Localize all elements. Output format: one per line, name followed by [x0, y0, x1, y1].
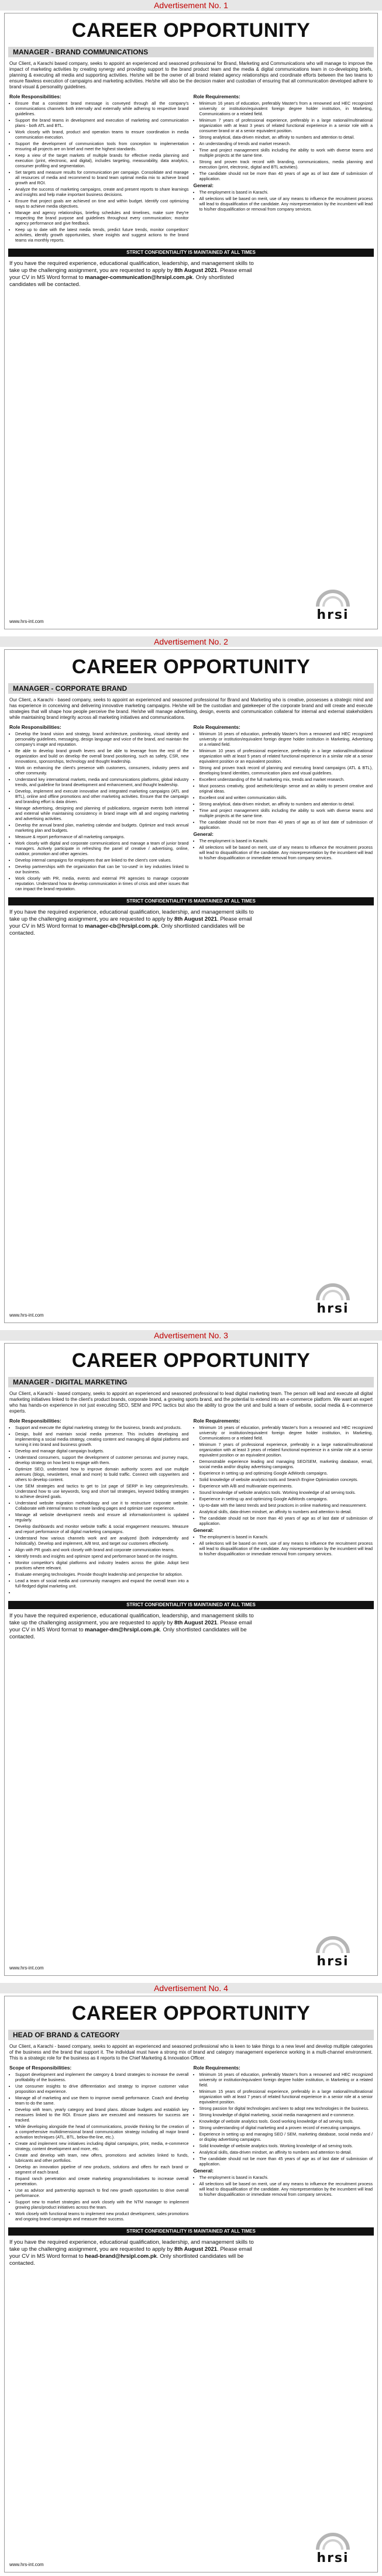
list-item: • The candidate should not be more than 40 years of age as of last date of submission of application.: [199, 171, 373, 181]
list-item: • Develop partnerships with the organization that can be 'co-used' in key industries linked to our business.: [15, 864, 189, 874]
list-item: • Ensure that a consistent brand message is conveyed through all the company's communications channels both internally and externally while adhering to respective brand guidelines.: [15, 101, 189, 116]
ad-3-title: CAREER OPPORTUNITY: [71, 1349, 311, 1372]
ad-4-roles-heading: Scope of Responsibilities:: [9, 2065, 72, 2071]
list-item: • All selections will be based on merit, use of any means to influence the recruitment process will lead to disqualification of the candidate. Any misrepresentation by the incumbent will lead to his/her disqualification or immediate removal from company services.: [199, 845, 373, 860]
list-item: • Experience in setting up and managing SEO / SEM, marketing database, social media and / or display advertising campaigns.: [199, 2131, 373, 2142]
logo-text: hrsi: [316, 2551, 349, 2565]
list-item: • Support development and implement the category & brand strategies to increase the overall profitability of the business.: [15, 2072, 189, 2082]
ad-2-roles-heading: Role Responsibilities:: [9, 724, 61, 730]
ad-1-deadline: 8th August 2021: [174, 267, 218, 274]
ad-4-website: www.hrs-int.com: [9, 2562, 44, 2567]
list-item: • Keep up to date with the latest media trends, predict future trends, monitor competitors' activities, identify growth opportunities, share insights and suggest actions to the brand teams via monthly reports.: [15, 227, 189, 243]
list-item: • Understand consumers, support the development of customer personas and journey maps, develop strategy on how best to engage with them.: [15, 1455, 189, 1465]
hrsi-logo: [306, 588, 360, 624]
ad-1-label-bar: [0, 0, 382, 11]
ad-2-intro: Our Client, a Karachi - based company, seeks to appoint an experienced and seasoned professional for Brand and Marketing who is creative, possesses a strategic mind and has experience in conceiving and delivering innovative marketing campaigns. He/she will be the custodian and gatekeeper of the corporate brand and will create and execute strategies that will shape how people perceive the brand. He/she will manage advertising, design, events and communication collateral for internal and external stakeholders while maintaining brand integrity across all marketing initiatives and communications.: [9, 697, 373, 720]
logo-text: hrsi: [316, 1954, 349, 1969]
list-item: • Monitor competitor's digital platforms and industry leaders across the globe. Adopt best practices where relevant.: [15, 1560, 189, 1571]
list-item: • Expand ranch penetration and create marketing programs/initiatives to increase overall penetration.: [15, 2176, 189, 2186]
list-item: • Knowledge of website analytics tools. Good working knowledge of ad serving tools.: [199, 2119, 373, 2124]
list-item: • The employment is based in Karachi.: [199, 1534, 373, 1540]
list-item: • Work closely with functional teams to implement new product development, sales promotions and ongoing brand campaigns and measure their success.: [15, 2211, 189, 2222]
ad-2-label: Advertisement No. 2: [154, 637, 228, 646]
list-item: • All selections will be based on merit, use of any means to influence the recruitment process will lead to disqualification of the candidate. Any misrepresentation by the incumbent will lead to his/her disqualification or removal from company services.: [199, 196, 373, 212]
ad-4-label: Advertisement No. 4: [154, 1983, 228, 1993]
list-item: • Develop and manage digital campaign budgets.: [15, 1448, 189, 1454]
ad-2-general-heading: General:: [193, 831, 214, 837]
list-item: • Keep a view of the target markets of multiple brands for effective media planning and execution (print, electronic, and digital), includes targeting, measurability, data analytics, consumer profiling and segmentation.: [15, 153, 189, 168]
list-item: • Excellent understanding of the full marketing mix, trends and market research.: [199, 777, 373, 782]
list-item: • Understand how various channels work and are analyzed (both independently and holistically). Develop and implement, A/B test, and target our customers effectively.: [15, 1535, 189, 1546]
list-item: • Develop, implement and execute innovative and integrated marketing campaigns (ATL and BTL), online and offline promotions and other marketing activities. Ensure that the campaign and branding effort is data driven.: [15, 788, 189, 804]
ad-1-general-heading: General:: [193, 182, 214, 188]
ad-2-req-heading: Role Requirements:: [193, 724, 240, 730]
hrsi-logo: [306, 1934, 360, 1971]
list-item: • Strong and proven track record with branding, communications, media planning and execution (print, electronic, digital and BTL activities).: [199, 159, 373, 170]
list-item: • Create and implement new initiatives including digital campaigns, print, media, e-commerce strategy, content development and more, etc.: [15, 2141, 189, 2151]
list-item: • Work on enhancing the client's presence with customers, consumers, industry peers and other community.: [15, 765, 189, 776]
ad-1-intro: Our Client, a Karachi based company, seeks to appoint an experienced and seasoned professional for Brand, Marketing and Communications who will manage to improve the impact of marketing activities by creating synergy and providing support to the brand product team and the media & digital communications team in co-developing briefs, planning & executing all media and supporting activities. He/she will be the owner of all brand related agency relationships and coordinate efforts between the two teams to ensure flawless execution of campaigns and marketing activities. He/she will also be the decision maker and custodian of ensuring that all communication developed adhere to brand visual & personality guidelines.: [9, 61, 373, 89]
list-item: • Set targets and measure results for communication per campaign. Consolidate and manage all resources of media and recommend to brand team optimal media mix to achieve brand growth and ROI.: [15, 170, 189, 185]
ad-2-card: [4, 649, 378, 1323]
list-item: • Minimum 7 years of professional experience, preferably in a large national/multinational organization with at least 3 years of related functional experience in a senior role with a consumer brand or at a senior equivalent position.: [199, 118, 373, 133]
ad-2-position: MANAGER - CORPORATE BRAND: [8, 683, 374, 694]
list-item: • Must possess creativity, good aesthetic/design sense and an ability to present creative and original ideas.: [199, 783, 373, 794]
list-item: • Strong knowledge of digital marketing, social media management and e-commerce.: [199, 2112, 373, 2117]
list-item: • Strong analytical, data-driven mindset, an affinity to numbers and attention to detail.: [199, 801, 373, 807]
ad-3-position: MANAGER - DIGITAL MARKETING: [8, 1377, 374, 1387]
list-item: • Design, build and maintain social media presence. This includes developing and implementing a social media strategy, creating content and managing all digital platforms and turning it into brand and business growth.: [15, 1431, 189, 1447]
logo-text: hrsi: [316, 1301, 349, 1316]
list-item: • Solid knowledge of website analytics tools. Working knowledge of ad serving tools.: [199, 2143, 373, 2148]
ad-4-closing: If you have the required experience, educational qualification, leadership, and management skills to take up the challenging assignment, you are requested to apply by 8th August 2021. Please email your CV in MS Word format to head-brand@hrsipl.com.pk. Only shortlisted candidates will be contacted.: [9, 2239, 254, 2267]
list-item: • Solid knowledge of website analytics tools and Search Engine Optimization concepts.: [199, 1477, 373, 1482]
ad-3-req-heading: Role Requirements:: [193, 1418, 240, 1424]
ad-3-label: Advertisement No. 3: [154, 1331, 228, 1340]
ad-1-confidentiality-bar: STRICT CONFIDENTIALITY IS MAINTAINED AT ALL TIMES: [8, 249, 374, 257]
list-item: • Minimum 7 years of professional experience, preferably in a large national/multinational organization with at least 3 years of related functional experience in a similar role at a senior equivalent position or an equivalent position.: [199, 1442, 373, 1458]
list-item: • Align with PR goals and work closely with brand and corporate communication teams.: [15, 1547, 189, 1552]
list-item: • Lead a team of social media and community managers and expand the overall team into a full-fledged digital marketing unit.: [15, 1578, 189, 1589]
ad-4-requirements: [194, 2064, 373, 2223]
list-item: • Be able to develop brand growth levers and be able to leverage from the rest of the organization and build on develop the overall brand positioning, such as safety, CSR, new innovations, sponsorships, technology and thought leadership.: [15, 748, 189, 764]
ad-3-requirements: [194, 1417, 373, 1596]
ad-3-email: manager-dm@hrsipl.com.pk: [85, 1627, 160, 1633]
ad-3-confidentiality-bar: STRICT CONFIDENTIALITY IS MAINTAINED AT ALL TIMES: [8, 1601, 374, 1609]
list-item: • Time and project management skills including the ability to work with diverse teams and multiple projects at the same time.: [199, 147, 373, 158]
ad-3-card: [4, 1343, 378, 1976]
list-item: • Understand website migration methodology and use it to restructure corporate website. Collaborate with internal teams to create landing pages and optimize user experience.: [15, 1500, 189, 1511]
list-item: • Manage all website development needs and ensure all information/content is updated regularly.: [15, 1512, 189, 1523]
list-item: • Support and execute the digital marketing strategy for the business, brands and products.: [15, 1425, 189, 1430]
ad-2-email: manager-cb@hrsipl.com.pk: [85, 923, 159, 929]
ad-4-email: head-brand@hrsipl.com.pk: [85, 2253, 157, 2260]
ad-4-req-heading: Role Requirements:: [193, 2065, 240, 2071]
list-item: • Excellent oral and written communication skills.: [199, 795, 373, 800]
list-item: • Strong passion for digital technologies and keen to adopt new technologies in the business.: [199, 2106, 373, 2111]
list-item: • Manage advertising, designing and planning of publications, organize events both internal and external while maintaining consistency in brand image with all and ongoing marketing and advertising activities.: [15, 805, 189, 821]
ad-4-confidentiality-bar: STRICT CONFIDENTIALITY IS MAINTAINED AT ALL TIMES: [8, 2227, 374, 2236]
ad-2-confidentiality-bar: STRICT CONFIDENTIALITY IS MAINTAINED AT ALL TIMES: [8, 897, 374, 905]
list-item: • Minimum 16 years of education, preferably Master's from a renowned and HEC recognized university or institution/equivalent foreign degree holder institution, in Marketing, Communications or a related field.: [199, 1425, 373, 1441]
list-item: • Create and develop with team, new offers, promotions and activities linked to funds, lubricants and other portfolios.: [15, 2153, 189, 2163]
ad-1-title: CAREER OPPORTUNITY: [71, 19, 311, 42]
list-item: • Support the brand teams in development and execution of marketing and communication plans - both ATL and BTL.: [15, 118, 189, 128]
list-item: • Experience in setting up and optimizing Google AdWords campaigns.: [199, 1470, 373, 1476]
list-item: • Develop with team, yearly category and brand plans. Allocate budgets and establish key measures linked to the ROI. Ensure plans are executed and measures for success are tracked.: [15, 2107, 189, 2123]
ad-2-responsibilities: [9, 723, 189, 893]
ad-2-website: www.hrs-int.com: [9, 1313, 44, 1318]
ad-3-responsibilities: [9, 1417, 189, 1596]
ad-1-roles-heading: Role Responsibilities:: [9, 94, 61, 99]
list-item: • Analytical skills, data-driven mindset, an affinity to numbers and attention to detail.: [199, 1509, 373, 1514]
list-item: • While developing alongside the head of communications, provide thinking for the creation of a comprehensive multidimensional brand communication strategy including all major brand activation techniques (ATL, BTL, below-the-line, etc.).: [15, 2124, 189, 2140]
list-item: • Minimum 15 years of professional experience, preferably in a large national/multinational organization with at least 7 years of related functional experience in a senior role at a senior equivalent position.: [199, 2089, 373, 2105]
ad-4-card: [4, 1996, 378, 2572]
list-item: • Manage and agency relationships, briefing schedules and timelines, make sure they're respecting the brand purpose and guidelines throughout every communication; monitor agency performance and give feedback.: [15, 210, 189, 226]
list-item: • Develop an innovation pipeline of new products, solutions and offers for each brand or segment of each brand.: [15, 2164, 189, 2175]
ad-1-card: [4, 13, 378, 629]
list-item: • Develop dashboards and monitor website traffic & social engagement measures. Measure and report performance of all digital marketing campaigns.: [15, 1524, 189, 1534]
hrsi-logo: [306, 1282, 360, 1318]
ad-1-position: MANAGER - BRAND COMMUNICATIONS: [8, 47, 374, 57]
list-item: • Up-to-date with the latest trends and best practices in online marketing and measurement.: [199, 1503, 373, 1508]
list-item: • Sound knowledge of website analytics tools. Working knowledge of ad serving tools.: [199, 1490, 373, 1495]
list-item: • All selections will be based on merit, use of any means to influence the recruitment process will lead to disqualification of the candidate. Any misrepresentation by the incumbent will lead to his/her disqualification or immediate removal from company services.: [199, 1541, 373, 1556]
ad-2-deadline: 8th August 2021: [174, 916, 218, 922]
list-item: • All selections will be based on merit, use of any means to influence the recruitment process will lead to disqualification of the candidate. Any misrepresentation by the incumbent will lead to his/her disqualification or immediate removal from company services.: [199, 2181, 373, 2197]
list-item: • An understanding of trends and market research.: [199, 141, 373, 146]
ad-4-responsibilities: [9, 2064, 189, 2223]
list-item: • Analyze the success of marketing campaigns, create and present reports to share learnings and insights and help make important business decisions.: [15, 187, 189, 197]
list-item: [15, 1590, 189, 1595]
list-item: • Develop the annual brand plan, marketing calendar and budgets. Optimize and track annual marketing plan and budgets.: [15, 822, 189, 833]
list-item: • Minimum 16 years of education, preferably Master's from a renowned and HEC recognized university or institution/equivalent foreign degree holder institution, in Marketing, Communications or a related field.: [199, 101, 373, 116]
ad-4-label-bar: [0, 1983, 382, 1993]
list-item: • Analytical skills, data-driven mindset, an affinity to numbers and attention to detail.: [199, 2150, 373, 2155]
list-item: • The candidate should not be more than 45 years of age as of last date of submission of application.: [199, 2156, 373, 2167]
list-item: • Minimum 16 years of education, preferably Master's from a renowned and HEC recognized university or institution/equivalent foreign degree holder institution in Marketing, Advertising or a related field.: [199, 731, 373, 747]
ad-3-label-bar: [0, 1330, 382, 1341]
list-item: • Manage all of marketing and use them to improve overall performance. Coach and develop team to do the same.: [15, 2095, 189, 2106]
list-item: • Experience with A/B and multivariate experiments.: [199, 1483, 373, 1489]
list-item: • Strong analytical, data-driven mindset, an affinity to numbers and attention to detail.: [199, 135, 373, 140]
ad-4-intro: Our Client, a Karachi - based company, seeks to appoint an experienced and seasoned professional who is keen to take things to a new level and develop multiple categories of the business and the brand that support it. The individual must have a strong mix of brand and category management experience working in a multi-channel environment. This is a strategic role for the business as it reports to the Chief Marketing & Innovation Officer.: [9, 2044, 373, 2061]
ad-3-closing: If you have the required experience, educational qualification, leadership, and management skills to take up the challenging assignment, you are requested to apply by 8th August 2021. Please email your CV in MS Word format to manager-dm@hrsipl.com.pk. Only shortlisted candidates will be contacted.: [9, 1613, 254, 1640]
list-item: • Identify trends and insights and optimize spend and performance based on the insights.: [15, 1554, 189, 1559]
ad-2-label-bar: [0, 636, 382, 647]
list-item: • Develop the brand vision and strategy, brand architecture, positioning, visual identity and personality guidelines, messaging, design language and voice of the brand, and maintain the company's image and reputation.: [15, 731, 189, 747]
ad-2-closing: If you have the required experience, educational qualification, leadership, and management skills to take up the challenging assignment, you are requested to apply by 8th August 2021. Please email your CV in MS Word format to manager-cb@hrsipl.com.pk. Only shortlisted candidates will be contacted.: [9, 909, 254, 936]
ad-1-email: manager-communication@hrsipl.com.pk: [85, 274, 193, 281]
ad-4-general-heading: General:: [193, 2168, 214, 2174]
ad-3-roles-heading: Role Responsibilities:: [9, 1418, 61, 1424]
ad-2-requirements: [194, 723, 373, 893]
list-item: • Use SEM strategies and tactics to get to 1st page of SERP in key categories/results. Understand how to use keywords, long and short tail strategies, keyword bidding strategies to achieve desired goals.: [15, 1483, 189, 1499]
list-item: • The candidate should not be more than 40 years of age as of last date of submission of application.: [199, 819, 373, 830]
list-item: • Understand key international markets, media and communications platforms, global industry trends, and guideline for brand development and enhancement, and thought leadership.: [15, 777, 189, 787]
list-item: • Ensure that project goals are achieved on time and within budget. Identify cost optimizing ways to achieve media objectives.: [15, 198, 189, 209]
list-item: • Develop internal campaigns for employees that are linked to the client's core values.: [15, 857, 189, 863]
ad-1-req-heading: Role Requirements:: [193, 94, 240, 99]
list-item: • Work closely with PR, media, events and external PR agencies to manage corporate reputation. Understand how to develop communication in times of crisis and other issues that can impact the brand reputation.: [15, 876, 189, 891]
ad-4-title: CAREER OPPORTUNITY: [71, 2002, 311, 2024]
ad-4-deadline: 8th August 2021: [174, 2246, 218, 2253]
ad-3-intro: Our Client, a Karachi - based company, seeks to appoint an experienced and seasoned professional to lead digital marketing team. The person will lead and execute all digital marketing initiatives linked to the client's product brands, corporate brand, a growing sports brand, and the potential to extend into an e-commerce platform. We want an expert who has hands-on experience in not just executing SEO, SEM and PPC tactics but also the ability to grow the unit and build a team of website, social media & e-commerce experts.: [9, 1391, 373, 1414]
ad-1-requirements: [194, 92, 373, 244]
logo-arc-icon: [315, 2531, 350, 2551]
ad-2-title: CAREER OPPORTUNITY: [71, 656, 311, 678]
logo-arc-icon: [315, 1934, 350, 1954]
list-item: • Minimum 16 years of education, preferably Master's from a renowned and HEC recognized university or institution/equivalent foreign degree holder institution, in Marketing or a related field.: [199, 2072, 373, 2088]
list-item: • Measure & report performance of all marketing campaigns.: [15, 834, 189, 839]
list-item: • The employment is based in Karachi.: [199, 838, 373, 843]
ad-3-website: www.hrs-int.com: [9, 1965, 44, 1971]
list-item: • Experience in setting up and optimizing Google AdWords campaigns.: [199, 1496, 373, 1501]
ad-3-general-heading: General:: [193, 1527, 214, 1533]
list-item: • Use as advisor and partnership approach to find new growth opportunities to drive overall performance.: [15, 2188, 189, 2198]
list-item: • Strong understanding of digital marketing and a proven record of executing campaigns.: [199, 2125, 373, 2130]
list-item: • Evaluate emerging technologies. Provide thought leadership and perspective for adoption.: [15, 1572, 189, 1577]
list-item: • Support the development of communication tools from conception to implementation ensuring all projects are on brief and meet the highest standards.: [15, 141, 189, 151]
list-item: • Minimum 10 years of professional experience, preferably in a large national/multinational organization with at least 5 years of related functional experience in a similar role at a senior equivalent position or an equivalent position.: [199, 748, 373, 764]
list-item: • Use consumer insights to drive differentiation and strategy to improve customer value proposition and experience.: [15, 2083, 189, 2094]
list-item: • The candidate should not be more than 40 years of age as of last date of submission of application.: [199, 1516, 373, 1526]
ad-3-deadline: 8th August 2021: [174, 1620, 218, 1626]
list-item: • Optimize SEO, understand how to improve domain authority scores and use multiple avenues (blogs, newsletters, email and more) to build traffic. Connect with copywriters and others to develop content.: [15, 1466, 189, 1482]
logo-text: hrsi: [316, 608, 349, 622]
ad-1-closing: If you have the required experience, educational qualification, leadership, and management skills to take up the challenging assignment, you are requested to apply by 8th August 2021. Please email your CV in MS Word format to manager-communication@hrsipl.com.pk. Only shortlisted candidates will be contacted.: [9, 260, 254, 288]
ad-1-responsibilities: [9, 92, 189, 244]
list-item: • Time and project management skills including the ability to work with diverse teams and multiple projects at the same time.: [199, 808, 373, 818]
list-item: • Support new to market strategies and work closely with the NTM manager to implement growing plans/product initiatives across the team.: [15, 2199, 189, 2210]
list-item: • Work closely with brand, product and operation teams to ensure coordination in media communication execution.: [15, 129, 189, 140]
logo-arc-icon: [315, 588, 350, 608]
ad-1-label: Advertisement No. 1: [154, 1, 228, 10]
ad-1-website: www.hrs-int.com: [9, 619, 44, 624]
list-item: • The employment is based in Karachi.: [199, 2175, 373, 2180]
hrsi-logo: [306, 2531, 360, 2567]
ad-4-position: HEAD OF BRAND & CATEGORY: [8, 2030, 374, 2040]
list-item: • Demonstrable experience leading and managing SEO/SEM, marketing database, email, social media and/or display advertising campaigns.: [199, 1459, 373, 1469]
logo-arc-icon: [315, 1282, 350, 1301]
list-item: • Strong and proven track record of planning and executing brand campaigns (ATL & BTL), developing brand identities, communication plans and visual guidelines.: [199, 765, 373, 776]
list-item: • The employment is based in Karachi.: [199, 190, 373, 195]
list-item: • Work closely with digital and corporate communications and manage a team of junior brand managers. Actively participate in refreshing the panel of creative / advertising, online, outdoor, promotion and other agencies.: [15, 841, 189, 856]
